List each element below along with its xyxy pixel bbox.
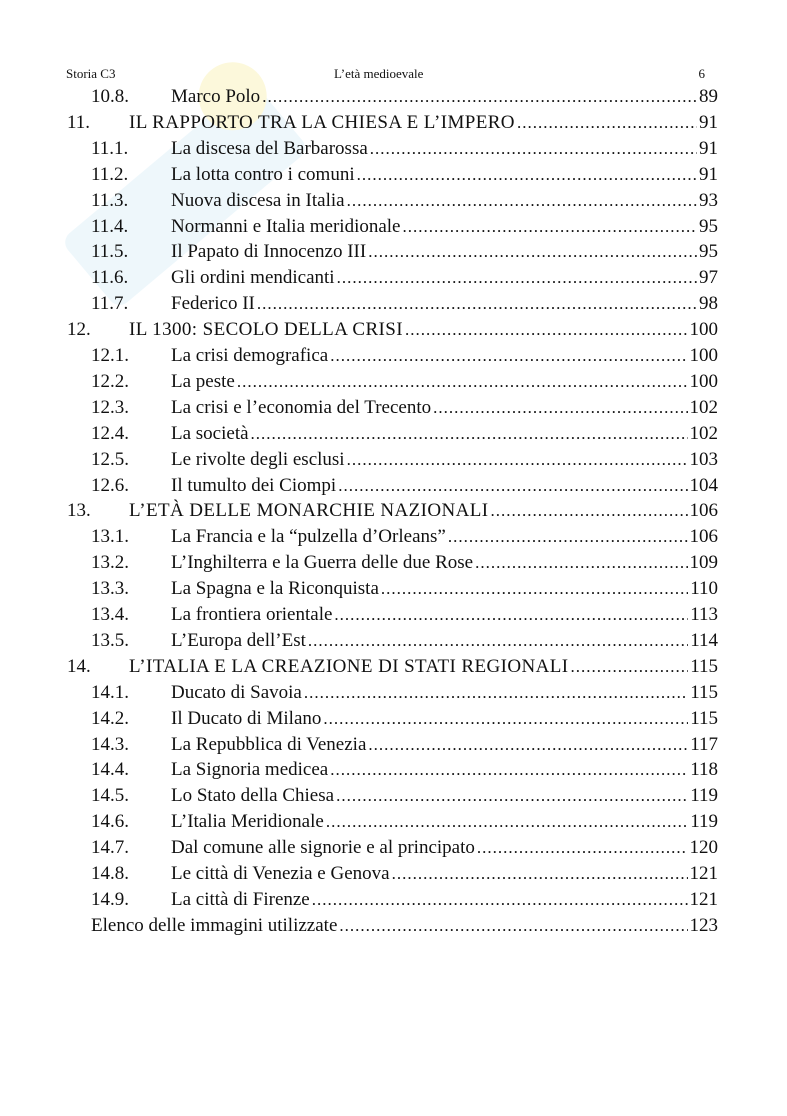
toc-page-number[interactable]: 113 — [690, 604, 718, 625]
toc-title[interactable]: Gli ordini mendicanti — [171, 267, 335, 289]
toc-page-number[interactable]: 91 — [699, 137, 718, 159]
toc-title[interactable]: L’ITALIA E LA CREAZIONE DI STATI REGIONALI — [129, 655, 569, 677]
toc-title[interactable]: Il tumulto dei Ciompi — [171, 474, 337, 496]
toc-number: 13.4. — [91, 604, 129, 625]
toc-page-number[interactable]: 100 — [689, 345, 718, 366]
toc-number: 13.3. — [91, 578, 129, 600]
toc-page-number[interactable]: 100 — [689, 319, 718, 341]
toc-leader-dots — [262, 84, 697, 110]
toc-title[interactable]: Le rivolte degli esclusi — [171, 448, 345, 470]
toc-page-number[interactable]: 104 — [689, 474, 718, 496]
toc-title[interactable]: Normanni e Italia meridionale — [171, 215, 401, 237]
toc-title[interactable]: Il Ducato di Milano — [171, 707, 322, 729]
toc-leader-dots — [347, 447, 688, 473]
toc-leader-dots — [330, 343, 687, 369]
toc-entry-row[interactable] — [0, 628, 787, 654]
toc-chapter-row[interactable] — [0, 110, 787, 136]
toc-leader-dots — [517, 110, 697, 136]
toc-title[interactable]: Nuova discesa in Italia — [171, 189, 345, 211]
toc-entry-row[interactable] — [0, 84, 787, 110]
toc-leader-dots — [308, 628, 688, 654]
toc-page-number[interactable]: 97 — [699, 267, 718, 289]
toc-leader-dots — [251, 421, 688, 447]
toc-page-number[interactable]: 115 — [690, 707, 718, 729]
toc-title[interactable]: Federico II — [171, 293, 255, 315]
toc-title[interactable]: IL 1300: SECOLO DELLA CRISI — [129, 319, 403, 341]
toc-page-number[interactable]: 91 — [699, 163, 718, 185]
toc-leader-dots — [477, 835, 688, 861]
toc-leader-dots — [381, 576, 688, 602]
toc-number: 12.5. — [91, 448, 129, 470]
toc-entry-row[interactable] — [0, 447, 787, 473]
toc-number: 13. — [67, 500, 91, 522]
toc-number: 11.7. — [91, 293, 129, 315]
toc-title[interactable]: Marco Polo — [171, 86, 261, 107]
toc-page-number[interactable]: 118 — [690, 759, 718, 781]
toc-leader-dots — [330, 757, 688, 783]
toc-title[interactable]: La Signoria medicea — [171, 759, 329, 781]
toc-page-number[interactable]: 119 — [690, 785, 718, 807]
toc-title[interactable]: IL RAPPORTO TRA LA CHIESA E L’IMPERO — [129, 111, 515, 133]
toc-page-number[interactable]: 121 — [689, 888, 718, 910]
toc-leader-dots — [337, 265, 697, 291]
toc-leader-dots — [475, 550, 687, 576]
toc-number: 14.7. — [91, 837, 129, 859]
toc-number: 13.2. — [91, 552, 129, 574]
toc-page-number[interactable]: 109 — [689, 552, 718, 574]
toc-chapter-row[interactable] — [0, 317, 787, 343]
toc-leader-dots — [334, 602, 688, 628]
toc-entry-row[interactable] — [0, 395, 787, 421]
toc-number: 11.6. — [91, 267, 129, 289]
toc-leader-dots — [336, 783, 688, 809]
toc-page-number[interactable]: 119 — [690, 811, 718, 833]
toc-title[interactable]: La lotta contro i comuni — [171, 163, 355, 185]
toc-leader-dots — [392, 861, 688, 887]
toc-number: 13.1. — [91, 526, 129, 548]
toc-entry-row[interactable] — [0, 706, 787, 732]
toc-title[interactable]: L’Italia Meridionale — [171, 811, 324, 833]
toc-page-number[interactable]: 102 — [689, 396, 718, 418]
toc-number: 14.4. — [91, 759, 129, 781]
toc-leader-dots — [370, 136, 697, 162]
toc-leader-dots — [338, 473, 687, 499]
toc-page-number[interactable]: 100 — [689, 370, 718, 392]
toc-number: 14.2. — [91, 707, 129, 729]
toc-page-number[interactable]: 95 — [699, 241, 718, 263]
toc-entry-row[interactable] — [0, 291, 787, 317]
toc-number: 12.1. — [91, 345, 129, 366]
toc-number: 11.5. — [91, 241, 129, 263]
toc-entry-row[interactable] — [0, 783, 787, 809]
toc-page-number[interactable]: 103 — [689, 448, 718, 470]
toc-entry-row[interactable] — [0, 757, 787, 783]
toc-number: 14.8. — [91, 863, 129, 884]
toc-number: 11.4. — [91, 215, 129, 237]
toc-leader-dots — [490, 498, 687, 524]
toc-title[interactable]: La crisi e l’economia del Trecento — [171, 396, 432, 418]
toc-page-number[interactable]: 98 — [699, 293, 718, 315]
toc-leader-dots — [339, 913, 687, 939]
toc-title[interactable]: La frontiera orientale — [171, 604, 333, 625]
toc-title[interactable]: La discesa del Barbarossa — [171, 137, 368, 159]
toc-number: 14. — [67, 655, 91, 677]
toc-number: 14.5. — [91, 785, 129, 807]
toc-entry-row[interactable] — [0, 887, 787, 913]
toc-number: 12.4. — [91, 422, 129, 444]
toc-page-number[interactable]: 93 — [699, 189, 718, 211]
toc-title[interactable]: Elenco delle immagini utilizzate — [91, 914, 338, 936]
toc-entry-row[interactable] — [0, 136, 787, 162]
toc-page-number[interactable]: 123 — [689, 914, 718, 936]
toc-entry-row[interactable] — [0, 861, 787, 887]
toc-chapter-row[interactable] — [0, 498, 787, 524]
toc-page-number[interactable]: 115 — [690, 681, 718, 703]
toc-entry-row[interactable] — [0, 913, 787, 939]
toc-page-number[interactable]: 95 — [699, 215, 718, 237]
toc-entry-row[interactable] — [0, 214, 787, 240]
toc-page-number[interactable]: 117 — [690, 733, 718, 755]
toc-title[interactable]: Dal comune alle signorie e al principato — [171, 837, 475, 859]
toc-number: 11. — [67, 111, 91, 133]
toc-number: 11.1. — [91, 137, 129, 159]
toc-leader-dots — [326, 809, 688, 835]
toc-entry-row[interactable] — [0, 369, 787, 395]
toc-number: 11.2. — [91, 163, 129, 185]
toc-title[interactable]: Le città di Venezia e Genova — [171, 863, 390, 884]
toc-page-number[interactable]: 120 — [689, 837, 718, 859]
toc-title[interactable]: L’Inghilterra e la Guerra delle due Rose — [171, 552, 474, 574]
header-page-number: 6 — [698, 66, 705, 81]
toc-leader-dots — [405, 317, 688, 343]
toc-title[interactable]: La peste — [171, 370, 235, 392]
toc-entry-row[interactable] — [0, 809, 787, 835]
toc-title[interactable]: La società — [171, 422, 249, 444]
toc-leader-dots — [257, 291, 697, 317]
toc-title[interactable]: La città di Firenze — [171, 888, 310, 910]
toc-entry-row[interactable] — [0, 680, 787, 706]
toc-page-number[interactable]: 106 — [689, 500, 718, 522]
toc-leader-dots — [357, 162, 697, 188]
toc-page-number[interactable]: 115 — [690, 655, 718, 677]
toc-leader-dots — [368, 732, 688, 758]
toc-entry-row[interactable] — [0, 265, 787, 291]
page-header — [66, 66, 705, 84]
toc-number: 11.3. — [91, 189, 129, 211]
toc-entry-row[interactable] — [0, 602, 787, 628]
toc-leader-dots — [570, 654, 688, 680]
toc-number: 12. — [67, 319, 91, 341]
toc-leader-dots — [403, 214, 698, 240]
toc-page-number[interactable]: 91 — [699, 111, 718, 133]
toc-page-number[interactable]: 110 — [690, 578, 718, 600]
toc-entry-row[interactable] — [0, 524, 787, 550]
toc-title[interactable]: La Francia e la “pulzella d’Orleans” — [171, 526, 446, 548]
toc-number: 14.1. — [91, 681, 129, 703]
toc-entry-row[interactable] — [0, 473, 787, 499]
toc-leader-dots — [368, 239, 697, 265]
toc-entry-row[interactable] — [0, 343, 787, 369]
header-title: L’età medioevale — [334, 66, 424, 81]
toc-entry-row[interactable] — [0, 421, 787, 447]
toc-page-number[interactable]: 121 — [689, 863, 718, 884]
toc-number: 12.2. — [91, 370, 129, 392]
toc-entry-row[interactable] — [0, 576, 787, 602]
toc-entry-row[interactable] — [0, 732, 787, 758]
toc-entry-row[interactable] — [0, 550, 787, 576]
toc-number: 14.3. — [91, 733, 129, 755]
toc-number: 14.6. — [91, 811, 129, 833]
toc-leader-dots — [323, 706, 688, 732]
toc-title[interactable]: La Spagna e la Riconquista — [171, 578, 379, 600]
toc-page-number[interactable]: 106 — [689, 526, 718, 548]
toc-number: 12.3. — [91, 396, 129, 418]
toc-entry-row[interactable] — [0, 239, 787, 265]
toc-number: 13.5. — [91, 629, 129, 651]
toc-title[interactable]: Lo Stato della Chiesa — [171, 785, 335, 807]
toc-title[interactable]: La crisi demografica — [171, 345, 329, 366]
toc-title[interactable]: L’ETÀ DELLE MONARCHIE NAZIONALI — [129, 500, 489, 522]
toc-entry-row[interactable] — [0, 162, 787, 188]
toc-number: 12.6. — [91, 474, 129, 496]
toc-leader-dots — [347, 188, 697, 214]
toc-leader-dots — [433, 395, 687, 421]
header-course: Storia C3 — [66, 66, 116, 81]
toc-entry-row[interactable] — [0, 188, 787, 214]
toc-title[interactable]: Ducato di Savoia — [171, 681, 302, 703]
toc-entry-row[interactable] — [0, 835, 787, 861]
toc-title[interactable]: L’Europa dell’Est — [171, 629, 306, 651]
toc-page-number[interactable]: 114 — [690, 629, 718, 651]
toc-page-number[interactable]: 102 — [689, 422, 718, 444]
toc-leader-dots — [448, 524, 688, 550]
toc-leader-dots — [237, 369, 688, 395]
toc-leader-dots — [312, 887, 688, 913]
toc-title[interactable]: La Repubblica di Venezia — [171, 733, 367, 755]
toc-number: 14.9. — [91, 888, 129, 910]
toc-page-number[interactable]: 89 — [699, 86, 718, 107]
toc-title[interactable]: Il Papato di Innocenzo III — [171, 241, 367, 263]
toc-number: 10.8. — [91, 86, 129, 107]
toc-chapter-row[interactable] — [0, 654, 787, 680]
toc-leader-dots — [304, 680, 688, 706]
